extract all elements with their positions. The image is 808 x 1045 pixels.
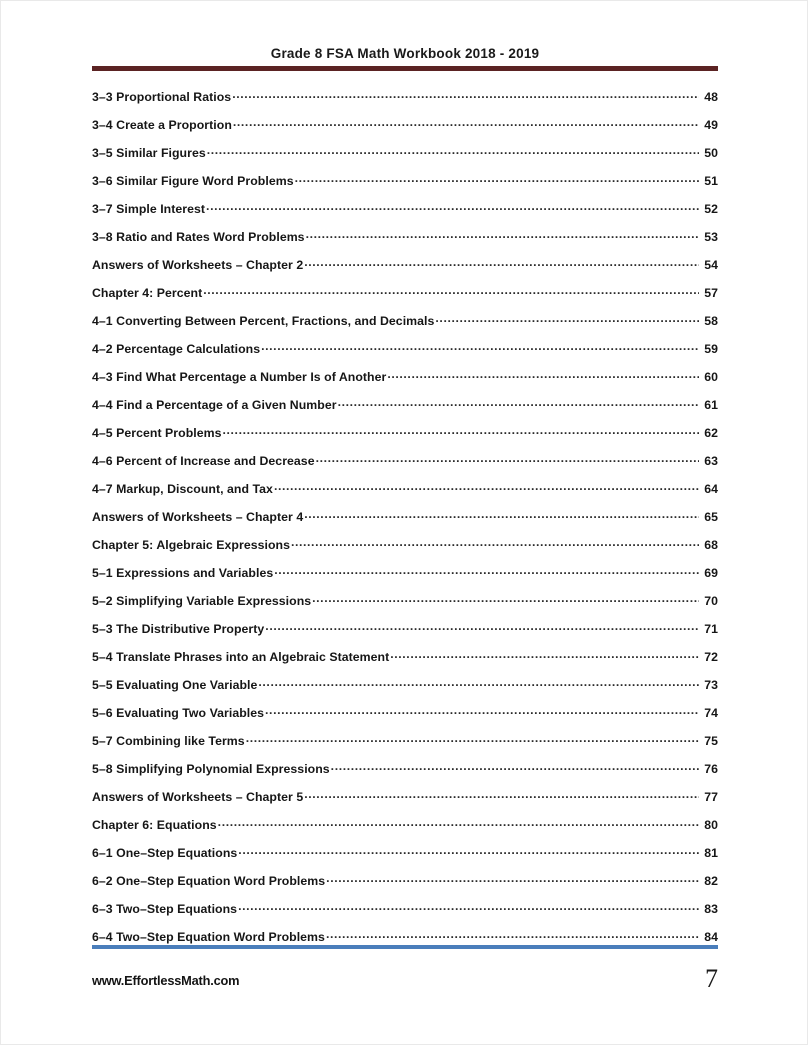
toc-entry-label: 4–7 Markup, Discount, and Tax bbox=[92, 482, 273, 496]
toc-leader-dots bbox=[207, 145, 699, 157]
page-header-title: Grade 8 FSA Math Workbook 2018 - 2019 bbox=[270, 46, 540, 61]
toc-entry[interactable] bbox=[92, 649, 718, 677]
toc-leader-dots bbox=[338, 397, 699, 409]
toc-leader-dots bbox=[312, 593, 699, 605]
toc-leader-dots bbox=[232, 89, 699, 101]
toc-entry-label: 5–7 Combining like Terms bbox=[92, 734, 245, 748]
toc-entry[interactable] bbox=[92, 565, 718, 593]
toc-entry-page-number: 83 bbox=[704, 902, 718, 916]
toc-leader-dots bbox=[206, 201, 699, 213]
toc-leader-dots bbox=[326, 929, 699, 941]
toc-entry-label: 6–2 One–Step Equation Word Problems bbox=[92, 874, 326, 888]
footer-divider-rule bbox=[92, 945, 718, 949]
toc-entry-page-number: 75 bbox=[704, 734, 718, 748]
toc-leader-dots bbox=[435, 313, 699, 325]
toc-leader-dots bbox=[223, 425, 700, 437]
toc-leader-dots bbox=[306, 229, 699, 241]
toc-entry-page-number: 77 bbox=[704, 790, 718, 804]
toc-entry-label: 6–1 One–Step Equations bbox=[92, 846, 238, 860]
toc-entry-label: 3–7 Simple Interest bbox=[92, 202, 206, 216]
toc-entry-label: 3–6 Similar Figure Word Problems bbox=[92, 174, 294, 188]
footer-page-number: 7 bbox=[705, 964, 718, 993]
toc-entry[interactable] bbox=[92, 229, 718, 257]
toc-leader-dots bbox=[218, 817, 699, 829]
toc-entry[interactable] bbox=[92, 397, 718, 425]
toc-leader-dots bbox=[387, 369, 699, 381]
toc-entry[interactable] bbox=[92, 117, 718, 145]
toc-entry-label: 4–1 Converting Between Percent, Fractions, and Decimals bbox=[92, 314, 435, 328]
toc-leader-dots bbox=[390, 649, 699, 661]
toc-entry-label: 5–4 Translate Phrases into an Algebraic Statement bbox=[92, 650, 390, 664]
toc-entry-page-number: 52 bbox=[704, 202, 718, 216]
toc-entry-label: 3–3 Proportional Ratios bbox=[92, 90, 232, 104]
toc-leader-dots bbox=[265, 621, 699, 633]
toc-entry-page-number: 73 bbox=[704, 678, 718, 692]
toc-leader-dots bbox=[265, 705, 699, 717]
footer-row bbox=[92, 962, 718, 993]
toc-leader-dots bbox=[295, 173, 699, 185]
page-footer bbox=[92, 945, 718, 993]
toc-entry[interactable] bbox=[92, 705, 718, 733]
toc-entry[interactable] bbox=[92, 201, 718, 229]
toc-entry-page-number: 82 bbox=[704, 874, 718, 888]
toc-entry[interactable] bbox=[92, 537, 718, 565]
toc-leader-dots bbox=[304, 789, 699, 801]
toc-entry[interactable] bbox=[92, 257, 718, 285]
toc-entry-page-number: 57 bbox=[704, 286, 718, 300]
toc-entry-page-number: 84 bbox=[704, 930, 718, 944]
toc-entry[interactable] bbox=[92, 313, 718, 341]
toc-entry-page-number: 68 bbox=[704, 538, 718, 552]
toc-entry[interactable] bbox=[92, 509, 718, 537]
toc-entry[interactable] bbox=[92, 285, 718, 313]
toc-entry-page-number: 60 bbox=[704, 370, 718, 384]
toc-entry-page-number: 74 bbox=[704, 706, 718, 720]
toc-leader-dots bbox=[304, 257, 699, 269]
toc-entry[interactable] bbox=[92, 453, 718, 481]
toc-entry[interactable] bbox=[92, 593, 718, 621]
toc-entry[interactable] bbox=[92, 901, 718, 929]
toc-entry[interactable] bbox=[92, 789, 718, 817]
toc-leader-dots bbox=[261, 341, 699, 353]
toc-entry-page-number: 49 bbox=[704, 118, 718, 132]
toc-leader-dots bbox=[274, 565, 699, 577]
toc-entry-page-number: 69 bbox=[704, 566, 718, 580]
toc-entry[interactable] bbox=[92, 425, 718, 453]
toc-entry-page-number: 53 bbox=[704, 230, 718, 244]
toc-entry-label: Answers of Worksheets – Chapter 2 bbox=[92, 258, 304, 272]
toc-entry-label: 5–1 Expressions and Variables bbox=[92, 566, 274, 580]
toc-entry-page-number: 48 bbox=[704, 90, 718, 104]
toc-leader-dots bbox=[274, 481, 699, 493]
toc-leader-dots bbox=[331, 761, 699, 773]
toc-leader-dots bbox=[238, 845, 699, 857]
toc-entry-label: Answers of Worksheets – Chapter 4 bbox=[92, 510, 304, 524]
toc-leader-dots bbox=[304, 509, 699, 521]
toc-entry-page-number: 80 bbox=[704, 818, 718, 832]
toc-entry-label: 6–3 Two–Step Equations bbox=[92, 902, 238, 916]
toc-entry-label: 4–4 Find a Percentage of a Given Number bbox=[92, 398, 337, 412]
toc-entry-label: 4–3 Find What Percentage a Number Is of Another bbox=[92, 370, 387, 384]
toc-entry-page-number: 62 bbox=[704, 426, 718, 440]
toc-leader-dots bbox=[233, 117, 699, 129]
toc-entry-page-number: 70 bbox=[704, 594, 718, 608]
toc-entry-page-number: 59 bbox=[704, 342, 718, 356]
toc-entry[interactable] bbox=[92, 677, 718, 705]
header-divider-rule bbox=[92, 66, 718, 71]
toc-entry-label: 3–4 Create a Proportion bbox=[92, 118, 232, 132]
toc-entry-label: Chapter 5: Algebraic Expressions bbox=[92, 538, 290, 552]
toc-entry[interactable] bbox=[92, 341, 718, 369]
toc-entry-page-number: 54 bbox=[704, 258, 718, 272]
toc-entry-page-number: 50 bbox=[704, 146, 718, 160]
toc-entry-label: 5–8 Simplifying Polynomial Expressions bbox=[92, 762, 330, 776]
toc-entry[interactable] bbox=[92, 145, 718, 173]
toc-entry-label: 4–5 Percent Problems bbox=[92, 426, 222, 440]
toc-entry[interactable] bbox=[92, 817, 718, 845]
toc-entry[interactable] bbox=[92, 873, 718, 901]
toc-entry-label: 5–5 Evaluating One Variable bbox=[92, 678, 258, 692]
toc-leader-dots bbox=[326, 873, 699, 885]
table-of-contents bbox=[92, 89, 718, 957]
toc-entry-page-number: 72 bbox=[704, 650, 718, 664]
toc-entry[interactable] bbox=[92, 845, 718, 873]
toc-entry[interactable] bbox=[92, 369, 718, 397]
toc-entry[interactable] bbox=[92, 89, 718, 117]
toc-entry[interactable] bbox=[92, 621, 718, 649]
toc-entry[interactable] bbox=[92, 761, 718, 789]
toc-leader-dots bbox=[246, 733, 699, 745]
toc-leader-dots bbox=[291, 537, 699, 549]
toc-entry-page-number: 51 bbox=[704, 174, 718, 188]
toc-entry-label: 5–2 Simplifying Variable Expressions bbox=[92, 594, 312, 608]
toc-entry[interactable] bbox=[92, 733, 718, 761]
toc-entry-label: 3–8 Ratio and Rates Word Problems bbox=[92, 230, 305, 244]
toc-entry-label: Chapter 4: Percent bbox=[92, 286, 203, 300]
toc-entry-label: 4–2 Percentage Calculations bbox=[92, 342, 261, 356]
toc-entry-page-number: 76 bbox=[704, 762, 718, 776]
toc-entry-label: Chapter 6: Equations bbox=[92, 818, 217, 832]
toc-entry[interactable] bbox=[92, 481, 718, 509]
toc-entry-label: Answers of Worksheets – Chapter 5 bbox=[92, 790, 304, 804]
toc-entry-label: 4–6 Percent of Increase and Decrease bbox=[92, 454, 315, 468]
page-header bbox=[92, 45, 718, 71]
toc-entry-page-number: 71 bbox=[704, 622, 718, 636]
toc-leader-dots bbox=[203, 285, 699, 297]
toc-entry-label: 3–5 Similar Figures bbox=[92, 146, 206, 160]
toc-entry-page-number: 63 bbox=[704, 454, 718, 468]
toc-leader-dots bbox=[238, 901, 699, 913]
toc-entry-page-number: 58 bbox=[704, 314, 718, 328]
footer-website-link[interactable]: www.EffortlessMath.com bbox=[92, 973, 240, 988]
toc-leader-dots bbox=[258, 677, 699, 689]
toc-entry[interactable] bbox=[92, 173, 718, 201]
toc-entry-label: 5–6 Evaluating Two Variables bbox=[92, 706, 265, 720]
toc-entry-page-number: 61 bbox=[704, 398, 718, 412]
toc-entry-page-number: 65 bbox=[704, 510, 718, 524]
toc-entry-label: 5–3 The Distributive Property bbox=[92, 622, 265, 636]
toc-leader-dots bbox=[316, 453, 699, 465]
toc-entry-page-number: 81 bbox=[704, 846, 718, 860]
toc-entry-page-number: 64 bbox=[704, 482, 718, 496]
toc-entry-label: 6–4 Two–Step Equation Word Problems bbox=[92, 930, 325, 944]
